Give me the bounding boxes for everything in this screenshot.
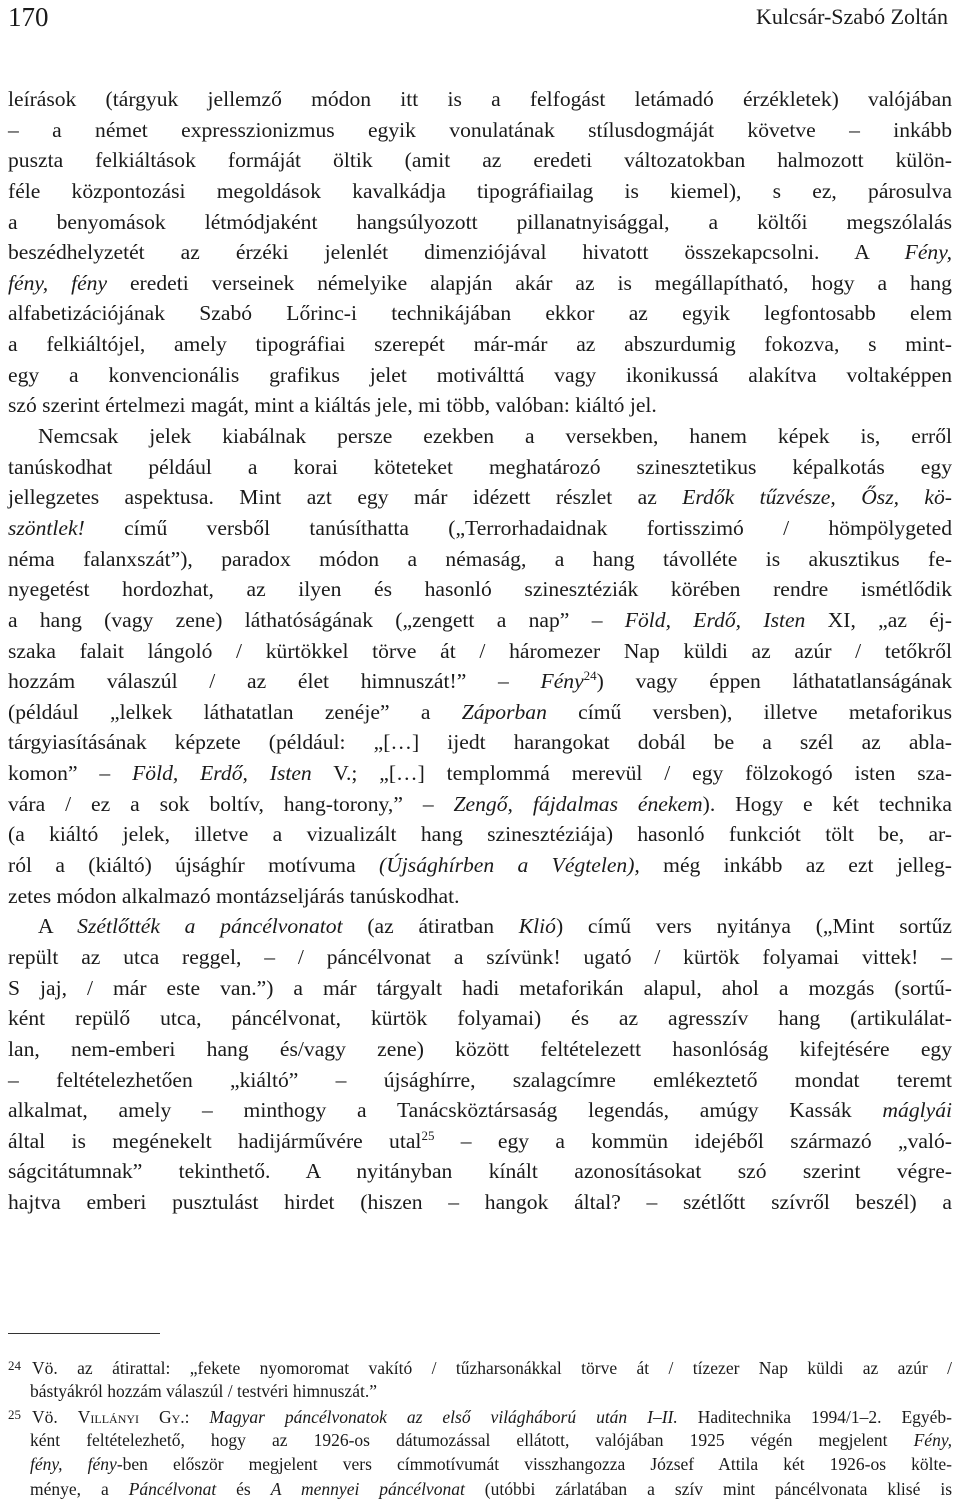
text-line: S jaj, / már este van.”) a már tárgyalt hadi metaforikán alapul, ahol a mozgás (sortű- <box>8 975 952 1000</box>
text-line: komon” – Föld, Erdő, Isten V.; „[…] templommá merevül / egy fölzokogó isten sza- <box>8 761 952 786</box>
text-line: beszédhelyzetét az érzéki jelenlét dimenziójával hivatott összekapcsolni. A Fény, <box>8 240 952 265</box>
text-line: egy a konvencionális grafikus jelet motiválttá vagy ikonikussá alakítva voltaképpen <box>8 362 952 387</box>
text-line: – feltételezhetően „kiáltó” – újsághírre, szalagcímre emlékeztető mondat teremt <box>8 1067 952 1092</box>
footnote-line: 25 Vö. Villányi Gy.: Magyar páncélvonatok az első világháború után I–II. Haditechnika 1994/1–2. Egyéb- <box>8 1403 952 1428</box>
footnotes <box>8 1354 952 1502</box>
body-text <box>8 84 952 1218</box>
text-line: hozzám válaszúl / az élet himnuszát!” – Fény$^{24}$) vagy éppen láthatatlanságának <box>8 667 952 694</box>
text-line: ról a (kiáltó) újsághír motívuma (Újsághírben a Végtelen), még inkább az ezt jelleg- <box>8 853 952 878</box>
text-line: a felkiáltójel, amely tipográfiai szerepét már-már az abszurdumig fokozva, s mint- <box>8 332 952 357</box>
text-line: tárgyiasításának képzete (például: „[…] ijedt harangokat dobál be a szél az abla- <box>8 730 952 755</box>
text-line: repült az utca reggel, – / páncélvonat a szívünk! ugató / kürtök folyamai vittek! – <box>8 944 952 969</box>
text-line: szaka falait lángoló / kürtökkel törve át / háromezer Nap küldi az azúr / tetőkről <box>8 638 952 663</box>
text-line: alkalmat, amely – minthogy a Tanácsköztársaság legendás, amúgy Kassák máglyái <box>8 1098 952 1123</box>
text-line: (a kiáltó jelek, illetve a vizualizált hang szinesztéziája) hasonló funkciót tölt be, ar- <box>8 822 952 847</box>
text-line: nyegetést hordozhat, az ilyen és hasonló szinesztéziák körében rendre ismétlődik <box>8 577 952 602</box>
footnote-line: 24 Vö. az átirattal: „fekete nyomoromat vakító / tűzharsonákkal törve át / tízezer Nap küldi az azúr / <box>8 1354 952 1379</box>
text-line: néma falanxszát”), paradox módon a némaság, a hang távolléte is akusztikus fe- <box>8 546 952 571</box>
footnote-divider <box>8 1333 160 1334</box>
text-line: által is megénekelt hadijárművére utal$^{25}$ – egy a kommün idejéből származó „való- <box>8 1127 952 1153</box>
text-line: tanúskodhat például a korai köteteket meghatározó szinesztetikus képalkotás egy <box>8 454 952 479</box>
text-line: a benyomások létmódjaként hangsúlyozott pillanatnyisággal, a költői megszólalás <box>8 209 952 234</box>
footnote-ref: 24 <box>583 667 597 683</box>
text-line: A Szétlőtték a páncélvonatot (az átiratban Klió) című vers nyitánya („Mint sortűz <box>38 914 953 939</box>
text-line: puszta felkiáltások formáját öltik (amit az eredeti változatokban halmozott külön- <box>8 148 952 173</box>
footnote-number: 24 <box>8 1358 21 1373</box>
text-line: zetes módon alkalmazó montázseljárás tanúskodhat. <box>8 883 460 908</box>
text-line: vára / ez a sok boltív, hang-torony,” – Zengő, fájdalmas énekem). Hogy e két technika <box>8 791 952 816</box>
text-line: lan, nem-emberi hang és/vagy zene) között feltételezett hasonlóság kifejtésére egy <box>8 1036 952 1061</box>
text-line: jellegzetes aspektusa. Mint azt egy már idézett részlet az Erdők tűzvésze, Ősz, kö- <box>8 485 952 510</box>
text-line: – a német expresszionizmus egyik vonulatának stílusdogmáját követve – inkább <box>8 117 952 142</box>
text-line: a hang (vagy zene) láthatóságának („zengett a nap” – Föld, Erdő, Isten XI, „az éj- <box>8 607 952 632</box>
text-line: Nemcsak jelek kiabálnak persze ezekben a versekben, hanem képek is, erről <box>38 424 952 449</box>
text-line: (például „lelkek láthatatlan zenéje” a Záporban című versben), illetve metaforikus <box>8 699 952 724</box>
page-number: 170 <box>8 2 49 32</box>
text-line: féle központozási megoldások kavalkádja tipográfiailag is kiemel), s ez, párosulva <box>8 178 952 203</box>
text-line: hajtva emberi pusztulást hirdet (hiszen – hangok által? – szétlőtt szívről beszél) a <box>8 1190 952 1215</box>
text-line: alfabetizációjának Szabó Lőrinc-i technikájában ekkor az egyik legfontosabb elem <box>8 301 952 326</box>
text-line: szöntlek! című versből tanúsíthatta („Terrorhadaidnak fortisszimó / hömpölygeted <box>8 515 952 540</box>
text-line: leírások (tárgyuk jellemző módon itt is a felfogást letámadó érzékletek) valójában <box>8 87 952 111</box>
text-line: fény, fény eredeti verseinek némelyike alapján akár az is megállapítható, hogy a hang <box>8 270 952 295</box>
text-line: ságcitátumnak” tekinthető. A nyitányban kínált azonosításokat szó szerint végre- <box>8 1159 952 1184</box>
running-head: Kulcsár-Szabó Zoltán <box>756 4 948 29</box>
footnote-line: bástyákról hozzám válaszúl / testvéri himnuszát.” <box>30 1380 377 1401</box>
text-line: szó szerint értelmezi magát, mint a kiáltás jele, mi több, valóban: kiáltó jel. <box>8 393 657 418</box>
footnote-ref: 25 <box>421 1127 435 1143</box>
footnote-line: ménye, a Páncélvonat és A mennyei páncélvonat (utóbbi zárlatában a szív mint páncélvonata klisé is <box>30 1478 953 1499</box>
text-line: ként repülő utca, páncélvonat, kürtök folyamai) és az agresszív hang (artikulálat- <box>8 1006 952 1031</box>
footnote-line: ként feltételezhető, hogy az 1926-os dátumozással ellátott, valójában 1925 végén megjelent Fény, <box>30 1429 952 1450</box>
footnote-line: fény, fény-ben először megjelent vers címmotívumát visszhangozza József Attila két 1926-os költe- <box>30 1454 952 1475</box>
footnote-number: 25 <box>8 1407 21 1423</box>
